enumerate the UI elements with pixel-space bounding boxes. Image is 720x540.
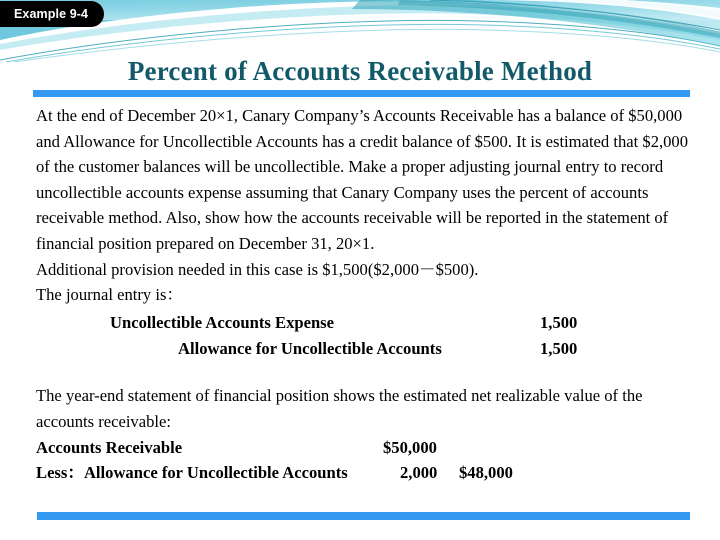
page-title-text: Percent of Accounts Receivable Method	[127, 56, 593, 86]
statement-row-label: Accounts Receivable	[36, 437, 183, 457]
journal-entry-row	[0, 336, 720, 362]
problem-paragraph: At the end of December 20×1, Canary Company’s Accounts Receivable has a balance of $50,000 and Allowance for Uncollectible Accounts has a credit balance of $500. It is estimated that $2,000 of the customer balances will be uncollectible. Make a proper adjusting journal entry to record uncollectible accounts expense assuming that Canary Company uses the percent of accounts receivable method. Also, show how the accounts receivable will be reported in the statement of financial position prepared on December 31, 20×1.	[36, 106, 689, 253]
journal-entry-row	[0, 310, 720, 336]
example-badge	[0, 1, 104, 27]
journal-entry-amount: 1,500	[540, 338, 578, 358]
example-badge-label: Example 9-4	[14, 7, 89, 21]
page-title	[0, 56, 720, 87]
statement-row-label: Less：Allowance for Uncollectible Accounts	[36, 463, 348, 483]
slide-body	[0, 103, 720, 486]
section-spacer	[0, 361, 720, 383]
journal-entry-amount: 1,500	[540, 312, 578, 332]
footer-rule	[37, 512, 690, 520]
journal-entry-account: Uncollectible Accounts Expense	[110, 312, 335, 332]
statement-row	[0, 460, 720, 486]
statement-row-amount-c: $48,000	[459, 463, 513, 483]
statement-row-amount-b: 2,000	[400, 463, 438, 483]
provision-line: Additional provision needed in this case is $1,500($2,000－$500).	[36, 259, 479, 279]
statement-row	[0, 435, 720, 461]
statement-rows-list	[0, 435, 720, 487]
journal-entry-account: Allowance for Uncollectible Accounts	[178, 338, 442, 358]
title-underline-rule	[33, 90, 690, 97]
slide-header-banner	[0, 0, 720, 62]
statement-intro-paragraph: The year-end statement of financial position shows the estimated net realizable value of the accounts receivable:	[36, 386, 643, 431]
journal-intro-line: The journal entry is：	[36, 285, 184, 305]
statement-row-amount-a: $50,000	[383, 437, 437, 457]
header-decoration-svg	[0, 0, 720, 62]
journal-entry-list	[0, 310, 720, 362]
